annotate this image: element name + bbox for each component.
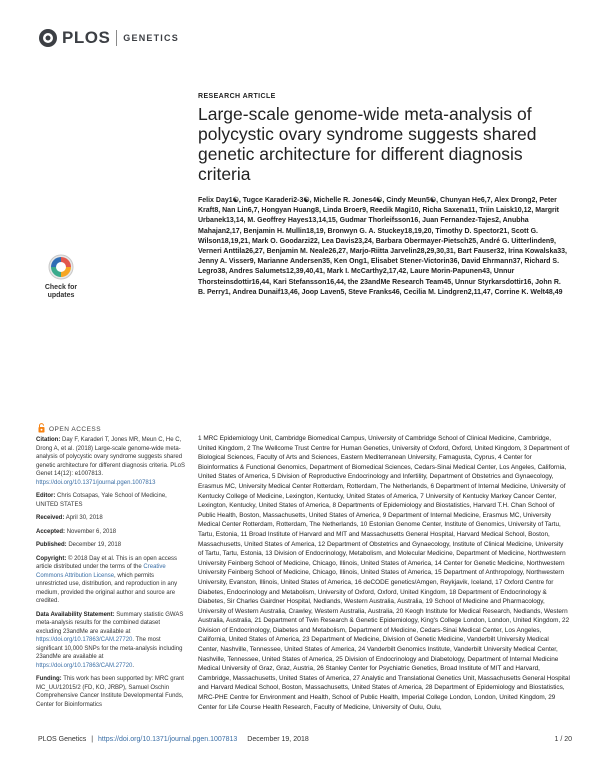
received-block	[36, 514, 186, 523]
data-availability-text-1: Summary statistic GWAS meta-analysis results for the combined dataset excluding 23andMe are available at	[36, 611, 184, 635]
copyright-text-2: , which permits unrestricted use, distribution, and reproduction in any medium, provided the original author and source are credited.	[36, 572, 178, 604]
data-doi-link-1[interactable]: https://doi.org/10.17863/CAM.27720	[36, 637, 133, 643]
accepted-label: Accepted:	[36, 528, 66, 535]
affiliations: 1 MRC Epidemiology Unit, Cambridge Biomedical Campus, University of Cambridge School of Clinical Medicine, Cambridge, United Kingdom, 2 The Wellcome Trust Centre for Human Genetics, University of Oxford, Oxford, United Kingdom, 3 Department of Biological Sciences, Faculty of Arts and Sciences, Eastern Mediterranean University, Famagusta, Cyprus, 4 Center for Bioinformatics & Functional Genomics, Department of Biomedical Sciences, Cedars-Sinai Medical Center, Los Angeles, California, United States of America, 5 Division of Reproductive Endocrinology and Infertility, Department of Obstetrics and Gynaecology, Erasmus MC, University Medical Center Rotterdam, Rotterdam, The Netherlands, 6 Department of Internal Medicine, University of Kentucky College of Medicine, Lexington, Kentucky, United States of America, 7 University of Kentucky Markey Cancer Center, Lexington, Kentucky, United States of America, 8 Departments of Epidemiology and Biostatistics, Harvard T.H. Chan School of Public Health, Boston, Massachusetts, United States of America, 9 Department of Internal Medicine, Erasmus MC, University Medical Center Rotterdam, Rotterdam, The Netherlands, 10 Estonian Genome Center, Institute of Genomics, University of Tartu, Tartu, Estonia, 11 Broad Institute of Harvard and MIT and Massachusetts General Hospital, Harvard Medical School, Boston, Massachusetts, United States of America, 12 Department of Obstetrics and Gynaecology, Institute of Clinical Medicine, University of Tartu, Tartu, Estonia, 13 Division of Endocrinology, Metabolism, and Molecular Medicine, Department of Medicine, Northwestern University Feinberg School of Medicine, Chicago, Illinois, United States of America, 14 Center for Genetic Medicine, Northwestern University Feinberg School of Medicine, Chicago, Illinois, United States of America, 15 Department of Anthropology, Northwestern University, Evanston, Illinois, United States of America, 16 deCODE genetics/Amgen, Reykjavik, Iceland, 17 Oxford Centre for Diabetes, Endocrinology and Metabolism, University of Oxford, Oxford, United Kingdom, 18 Department of Endocrinology & Diabetes, Sir Charles Gairdner Hospital, Nedlands, Western Australia, Australia, 19 School of Medicine and Pharmacology, University of Western Australia, Crawley, Western Australia, Australia, 20 Keogh Institute for Medical Research, Nedlands, Western Australia, Australia, 21 Department of Twin Research & Genetic Epidemiology, King's College London, London, United Kingdom, 22 Division of Endocrinology, Diabetes and Metabolism, Department of Medicine, Cedars-Sinai Medical Center, Los Angeles, California, United States of America, 23 Department of Medicine, Division of Genetic Medicine, Vanderbilt University Medical Center, Nashville, Tennessee, United States of America, 24 Vanderbilt Genomics Institute, Vanderbilt University Medical Center, Nashville, Tennessee, United States of America, 25 Division of Endocrinology and Diabetology, Department of Internal Medicine Medical University of Graz, Graz, Austria, 26 Stanley Center for Psychiatric Genetics, Broad Institute of MIT and Harvard, Cambridge, Massachusetts, United States of America, 27 Analytic and Translational Genetics Unit, Massachusetts General Hospital and Harvard Medical School, Boston, Massachusetts, United States of America, 28 Department of Epidemiology and Biostatistics, MRC-PHE Centre for Environment and Health, School of Public Health, Imperial College London, London, United Kingdom, 29 Center for Life Course Health Research, Faculty of Medicine, University of Oulu, Oulu,	[198, 435, 570, 711]
article-title: Large-scale genome-wide meta-analysis of polycystic ovary syndrome suggests shared genetic architecture for different diagnosis criteria	[198, 104, 537, 184]
citation-text: Day F, Karaderi T, Jones MR, Meun C, He C, Drong A, et al. (2018) Large-scale genome-wide meta-analysis of polycystic ovary syndrome suggests shared genetic architecture for different diagnosis criteria. PLoS Genet 14(12): e1007813.	[36, 437, 185, 477]
journal-name: GENETICS	[123, 33, 179, 43]
citation-doi-link[interactable]: https://doi.org/10.1371/journal.pgen.1007813	[36, 479, 156, 486]
footer-date: December 19, 2018	[247, 736, 309, 743]
logo-text: PLOS	[62, 28, 111, 47]
logo-divider	[116, 30, 117, 46]
funding-block	[36, 675, 186, 709]
check-updates-line2: updates	[47, 292, 75, 299]
journal-logo[interactable]	[38, 28, 179, 48]
received-date: April 30, 2018	[65, 515, 103, 521]
accepted-block	[36, 528, 186, 537]
page-footer	[38, 736, 572, 743]
check-updates-line1: Check for	[44, 284, 78, 291]
accepted-date: November 6, 2018	[66, 528, 117, 535]
data-doi-link-2[interactable]: https://doi.org/10.17863/CAM.27720	[36, 662, 133, 669]
data-availability-text-2: . The most significant 10,000 SNPs for the meta-analysis including 23andMe are available at	[36, 637, 183, 660]
article-info-sidebar	[36, 436, 186, 714]
footer-citation	[38, 736, 309, 743]
author-list: Felix Day1☯, Tugce Karaderi2-3☯, Michelle R. Jones4☯, Cindy Meun5☯, Chunyan He6,7, Alex Drong2, Peter Kraft8, Nan Lin6,7, Hongyan Huang8, Linda Broer9, Reedik Magi10, Richa Saxena11, Triin Laisk10,12, Margrit Urbanek13,14, M. Geoffrey Hayes13,14,15, Gudmar Thorleifsson16, Juan Fernandez-Tajes2, Anubha Mahajan2,17, Benjamin H. Mullin18,19, Bronwyn G. A. Stuckey18,19,20, Timothy D. Spector21, Scott G. Wilson18,19,21, Mark O. Goodarzi22, Lea Davis23,24, Barbara Obermayer-Pietsch25, André G. Uitterlinden9, Verneri Anttila26,27, Benjamin M. Neale26,27, Marjo-Riitta Jarvelin28,29,30,31, Bart Fauser32, Irina Kowalska33, Jenny A. Visser9, Marianne Andersen35, Ken Ong1, Elisabet Stener-Victorin36, David Ehrmann37, Richard S. Legro38, Andres Salumets12,39,40,41, Mark I. McCarthy2,17,42, Laure Morin-Papunen43, Unnur Thorsteinsdottir16,44, Kari Stefansson16,44, the 23andMe Research Team45, Unnur Styrkarsdottir16, John R. B. Perry1, Andrea Dunaif13,46, Joop Laven5, Steve Franks46, Cecilia M. Lindgren2,11,47, Corrine K. Welt48,49	[198, 197, 567, 296]
published-date: December 19, 2018	[68, 542, 122, 548]
received-label: Received:	[36, 515, 65, 521]
copyright-block	[36, 555, 186, 606]
published-block	[36, 541, 186, 550]
editor-text: Chris Cotsapas, Yale School of Medicine, UNITED STATES	[36, 493, 167, 508]
funding-label: Funding:	[36, 676, 62, 682]
footer-doi-link[interactable]: https://doi.org/10.1371/journal.pgen.1007813	[97, 736, 238, 743]
published-label: Published:	[36, 542, 67, 548]
open-access-text: OPEN ACCESS	[49, 425, 102, 433]
footer-journal: PLOS Genetics	[38, 736, 87, 743]
crossmark-icon	[48, 254, 74, 280]
cc-license-link[interactable]: Creative Commons Attribution License	[36, 564, 166, 579]
copyright-label: Copyright:	[36, 555, 67, 562]
citation-block	[36, 436, 186, 487]
funding-text: This work has been supported by: MRC grant MC_UU/12015/2 (FD, KO, JRBP), Samuel Oschin Comprehensive Cancer Institute Developmental Funds, Center for Bioinformatics	[36, 676, 184, 708]
copyright-text-1: © 2018 Day et al. This is an open access article distributed under the terms of the	[36, 555, 178, 570]
citation-label: Citation:	[36, 437, 61, 443]
data-availability-block	[36, 611, 186, 671]
data-availability-label: Data Availability Statement:	[36, 611, 115, 618]
check-for-updates-badge[interactable]	[38, 254, 84, 300]
plos-logo-icon	[38, 28, 58, 48]
editor-block	[36, 492, 186, 509]
footer-separator: |	[91, 736, 94, 743]
page-number: 1 / 20	[554, 736, 572, 743]
article-type: RESEARCH ARTICLE	[198, 93, 276, 100]
editor-label: Editor:	[36, 493, 56, 499]
data-availability-text-3: .	[132, 662, 135, 669]
